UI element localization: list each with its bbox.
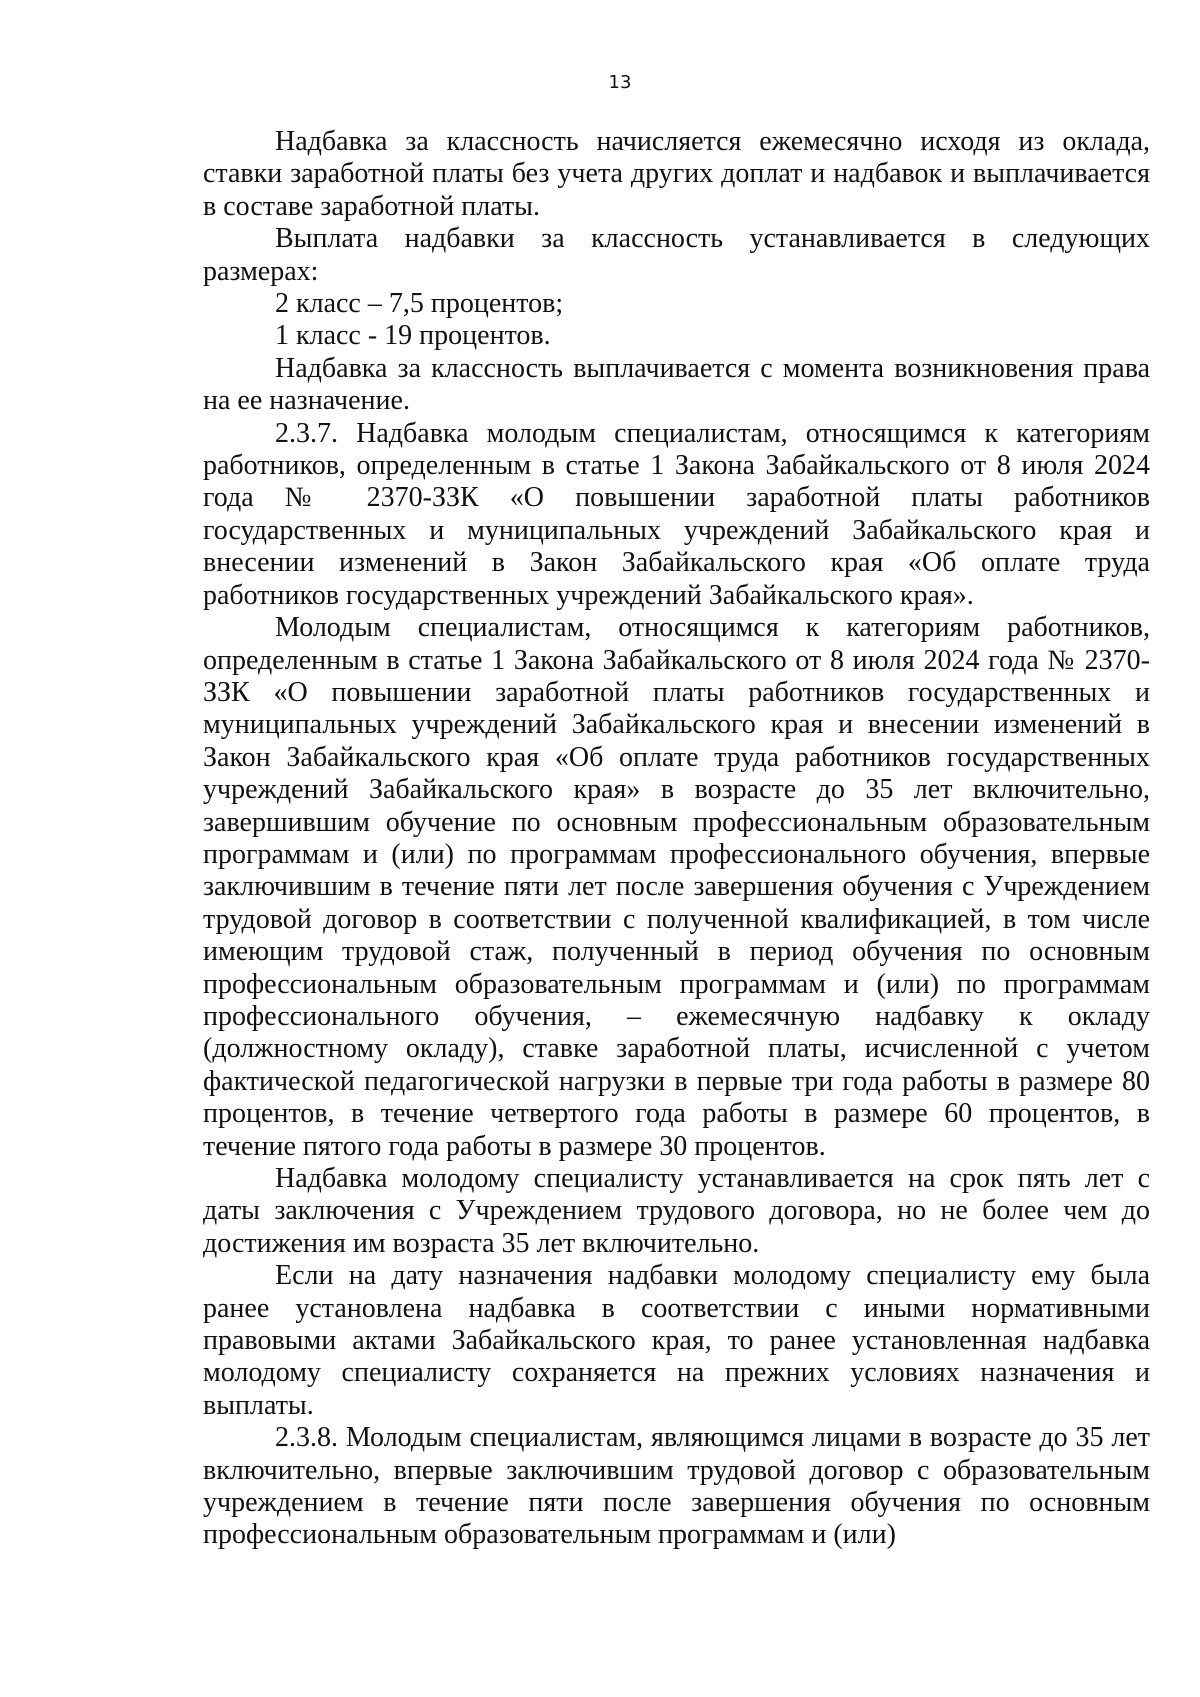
paragraph-class-bonus-accrual: Надбавка за классность начисляется ежемесячно исходя из оклада, ставки заработной платы без учета других доплат и надбавок и выплачивается в составе заработной платы. [203, 126, 1150, 222]
document-body [203, 126, 1150, 1552]
paragraph-class-bonus-amounts-intro: Выплата надбавки за классность устанавливается в следующих размерах: [203, 223, 1150, 287]
paragraph-young-specialists-bonus: Молодым специалистам, относящимся к категориям работников, определенным в статье 1 Закона Забайкальского от 8 июля 2024 года № 2370-ЗЗК «О повышении заработной платы работников государственных и муниципальных учреждений Забайкальского края и внесении изменений в Закон Забайкальского края «Об оплате труда работников государственных учреждений Забайкальского края» в возрасте до 35 лет включительно, завершившим обучение по основным профессиональным образовательным программам и (или) по программам профессионального обучения, впервые заключившим в течение пяти лет после завершения обучения с Учреждением трудовой договор в соответствии с полученной квалификацией, в том числе имеющим трудовой стаж, полученный в период обучения по основным профессиональным образовательным программам и (или) по программам профессионального обучения, – ежемесячную надбавку к окладу (должностному окладу), ставке заработной платы, исчисленной с учетом фактической педагогической нагрузки в первые три года работы в размере 80 процентов, в течение четвертого года работы в размере 60 процентов, в течение пятого года работы в размере 30 процентов. [203, 612, 1150, 1162]
paragraph-previous-bonus-retained: Если на дату назначения надбавки молодому специалисту ему была ранее установлена надбавка в соответствии с иными нормативными правовыми актами Забайкальского края, то ранее установленная надбавка молодому специалисту сохраняется на прежних условиях назначения и выплаты. [203, 1260, 1150, 1421]
paragraph-class-2-rate: 2 класс – 7,5 процентов; [275, 288, 564, 320]
paragraph-section-2-3-8: 2.3.8. Молодым специалистам, являющимся лицами в возрасте до 35 лет включительно, впервые заключившим трудовой договор с образовательным учреждением в течение пяти после завершения обучения по основным профессиональным образовательным программам и (или) [203, 1422, 1150, 1551]
page-number: 13 [608, 72, 632, 93]
paragraph-class-bonus-payment-start: Надбавка за классность выплачивается с момента возникновения права на ее назначение. [203, 352, 1150, 417]
paragraph-class-1-rate: 1 класс - 19 процентов. [275, 320, 551, 352]
paragraph-section-2-3-7: 2.3.7. Надбавка молодым специалистам, относящимся к категориям работников, определенным в статье 1 Закона Забайкальского от 8 июля 2024 года № 2370-ЗЗК «О повышении заработной платы работников государственных и муниципальных учреждений Забайкальского края и внесении изменений в Закон Забайкальского края «Об оплате труда работников государственных учреждений Забайкальского края». [203, 417, 1150, 611]
paragraph-young-specialist-term: Надбавка молодому специалисту устанавливается на срок пять лет с даты заключения с Учреждением трудового договора, но не более чем до достижения им возраста 35 лет включительно. [203, 1163, 1150, 1259]
